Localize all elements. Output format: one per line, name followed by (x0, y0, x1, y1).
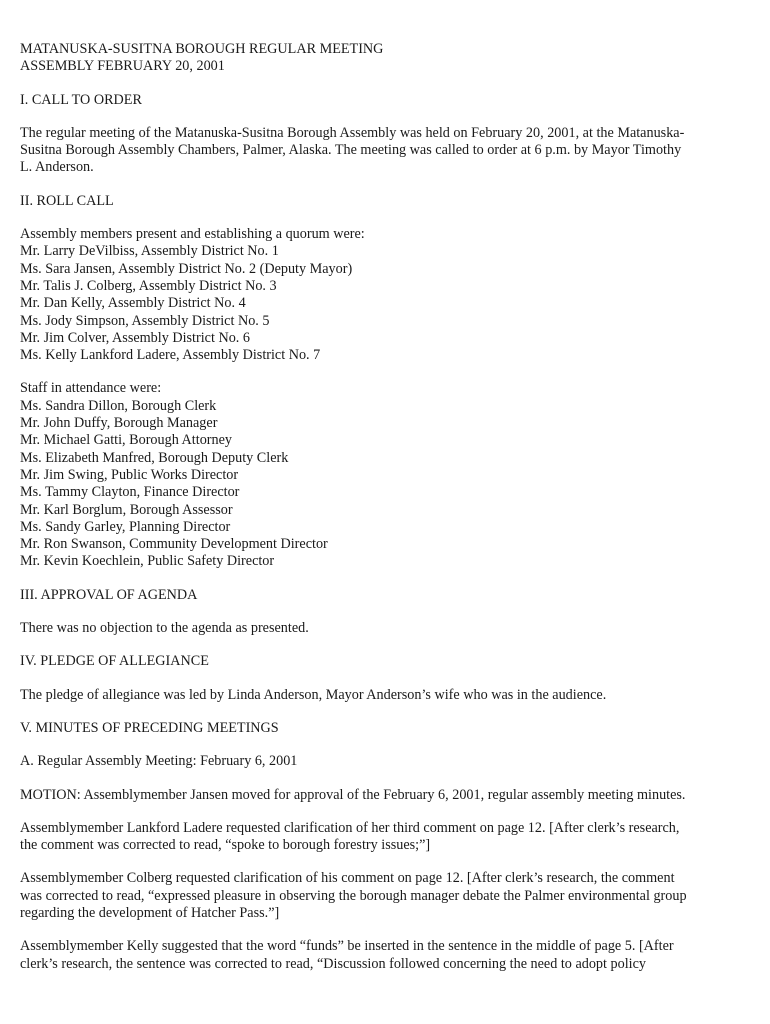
minutes-subheading: A. Regular Assembly Meeting: February 6, 2001 (20, 753, 298, 770)
list-item: Mr. John Duffy, Borough Manager (20, 415, 218, 432)
minutes-document (20, 41, 745, 989)
paragraph-line: was corrected to read, “expressed pleasure in observing the borough manager debate the Palmer environmental group (20, 887, 687, 904)
list-item: Mr. Kevin Koechlein, Public Safety Director (20, 553, 275, 570)
document-header (20, 41, 745, 76)
clarification-paragraph (20, 820, 745, 855)
list-item: Mr. Karl Borglum, Borough Assessor (20, 501, 233, 518)
list-item: Ms. Elizabeth Manfred, Borough Deputy Clerk (20, 449, 289, 466)
list-item: Ms. Sandy Garley, Planning Director (20, 518, 231, 535)
assembly-members-list (20, 226, 745, 364)
members-intro: Assembly members present and establishing a quorum were: (20, 226, 365, 243)
list-item: Ms. Sara Jansen, Assembly District No. 2 (Deputy Mayor) (20, 260, 353, 277)
paragraph-line: Assemblymember Colberg requested clarification of his comment on page 12. [After clerk’s research, the comment (20, 870, 675, 887)
list-item: Mr. Talis J. Colberg, Assembly District No. 3 (20, 277, 277, 294)
list-item: Ms. Tammy Clayton, Finance Director (20, 484, 240, 501)
list-item: Mr. Michael Gatti, Borough Attorney (20, 432, 232, 449)
paragraph-line: The regular meeting of the Matanuska-Susitna Borough Assembly was held on February 20, 2001, at the Matanuska- (20, 124, 685, 141)
agenda-paragraph: There was no objection to the agenda as presented. (20, 620, 309, 637)
section-heading-pledge: IV. PLEDGE OF ALLEGIANCE (20, 653, 209, 670)
list-item: Mr. Jim Colver, Assembly District No. 6 (20, 329, 250, 346)
document-title-line-2: ASSEMBLY FEBRUARY 20, 2001 (20, 58, 225, 75)
motion-paragraph: MOTION: Assemblymember Jansen moved for approval of the February 6, 2001, regular assembly meeting minutes. (20, 786, 686, 803)
paragraph-line: Susitna Borough Assembly Chambers, Palmer, Alaska. The meeting was called to order at 6 p.m. by Mayor Timothy (20, 142, 682, 159)
paragraph-line: Assemblymember Lankford Ladere requested clarification of her third comment on page 12. [After clerk’s research, (20, 819, 680, 836)
section-heading-approval-of-agenda: III. APPROVAL OF AGENDA (20, 586, 198, 603)
list-item: Mr. Jim Swing, Public Works Director (20, 466, 239, 483)
paragraph-line: regarding the development of Hatcher Pass.”] (20, 904, 280, 921)
section-heading-roll-call: II. ROLL CALL (20, 192, 114, 209)
list-item: Mr. Dan Kelly, Assembly District No. 4 (20, 295, 246, 312)
document-title-line-1: MATANUSKA-SUSITNA BOROUGH REGULAR MEETING (20, 41, 384, 57)
list-item: Mr. Ron Swanson, Community Development Director (20, 536, 328, 553)
pledge-paragraph: The pledge of allegiance was led by Linda Anderson, Mayor Anderson’s wife who was in the audience. (20, 686, 607, 703)
section-heading-call-to-order: I. CALL TO ORDER (20, 91, 142, 108)
paragraph-line: the comment was corrected to read, “spoke to borough forestry issues;”] (20, 837, 431, 854)
clarification-paragraph (20, 938, 745, 973)
staff-list (20, 380, 745, 570)
paragraph-line: clerk’s research, the sentence was corrected to read, “Discussion followed concerning the need to adopt policy (20, 955, 646, 972)
list-item: Ms. Jody Simpson, Assembly District No. 5 (20, 312, 270, 329)
list-item: Ms. Sandra Dillon, Borough Clerk (20, 397, 217, 414)
section-heading-minutes: V. MINUTES OF PRECEDING MEETINGS (20, 719, 279, 736)
paragraph-line: L. Anderson. (20, 159, 94, 176)
list-item: Mr. Larry DeVilbiss, Assembly District No. 1 (20, 243, 279, 260)
staff-intro: Staff in attendance were: (20, 380, 162, 397)
list-item: Ms. Kelly Lankford Ladere, Assembly District No. 7 (20, 347, 321, 364)
paragraph-line: Assemblymember Kelly suggested that the word “funds” be inserted in the sentence in the middle of page 5. [After (20, 938, 674, 955)
clarification-paragraph (20, 870, 745, 922)
call-to-order-paragraph (20, 125, 745, 177)
